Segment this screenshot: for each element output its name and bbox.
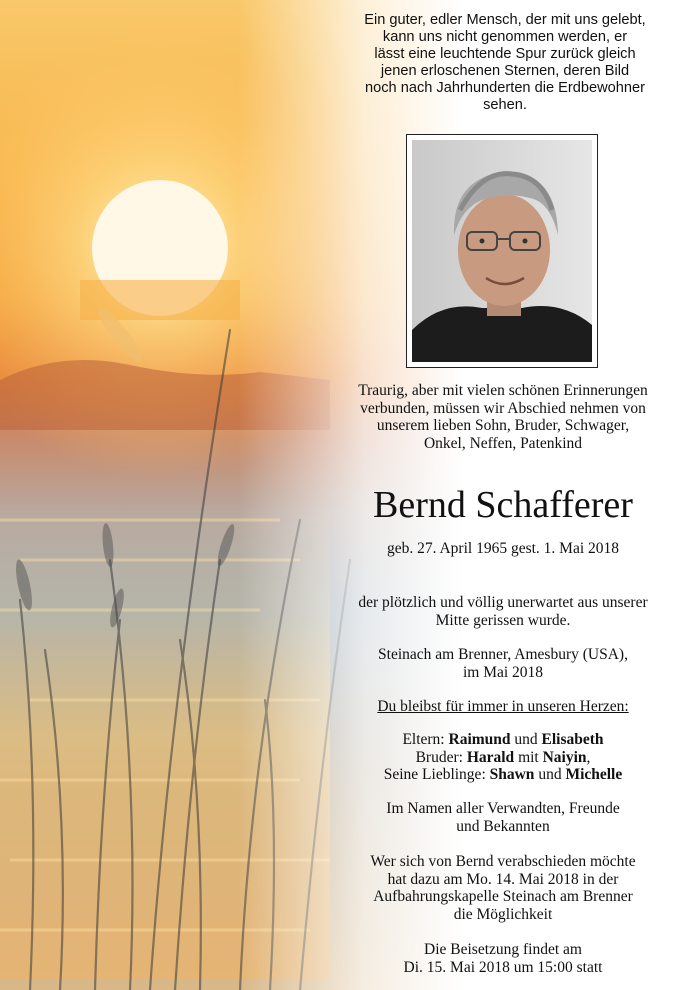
quote-line: lässt eine leuchtende Spur zurück gleich: [374, 46, 636, 62]
family-brother: Bruder: Harald mit Naiyin,: [415, 748, 591, 766]
farewell-line: die Möglichkeit: [453, 905, 553, 923]
family-list: [318, 731, 688, 784]
memorial-quote: [318, 12, 692, 114]
favorites-label: Seine Lieblinge:: [383, 766, 486, 783]
farewell-note: [318, 853, 688, 923]
intro-text: [318, 382, 688, 452]
farewell-line: hat dazu am Mo. 14. Mai 2018 in der: [387, 870, 619, 888]
intro-line: Traurig, aber mit vielen schönen Erinnerungen: [358, 382, 648, 399]
place-line: Steinach am Brenner, Amesbury (USA),: [378, 646, 628, 663]
quote-line: noch nach Jahrhunderten die Erdbewohner: [365, 80, 645, 96]
favorite-name: Michelle: [565, 766, 623, 783]
deceased-name: Bernd Schafferer: [373, 484, 633, 526]
intro-line: unserem lieben Sohn, Bruder, Schwager,: [376, 417, 630, 434]
quote-line: kann uns nicht genommen werden, er: [382, 29, 628, 45]
parents-label: Eltern:: [402, 731, 445, 748]
place-date: [318, 646, 688, 681]
conjunction: mit: [518, 748, 539, 766]
family-favorites: [318, 766, 688, 784]
quote-line: jenen erloschenen Sternen, deren Bild: [380, 63, 630, 79]
death-note-line: der plötzlich und völlig unerwartet aus unserer: [358, 594, 648, 611]
favorite-name: Shawn: [489, 766, 535, 783]
family-parents: [318, 731, 688, 749]
conjunction: und: [514, 731, 538, 748]
death-note: [318, 594, 688, 629]
burial-line: Di. 15. Mai 2018 um 15:00 statt: [403, 958, 603, 976]
life-dates-text: geb. 27. April 1965 gest. 1. Mai 2018: [386, 540, 620, 557]
intro-line: verbunden, müssen wir Abschied nehmen von: [360, 399, 646, 417]
burial-note: [318, 941, 688, 976]
relatives-line: Im Namen aller Verwandten, Freunde: [386, 800, 620, 817]
brother-label: Bruder:: [415, 748, 463, 766]
life-dates: [318, 540, 688, 558]
brother-name: Harald: [466, 748, 515, 766]
parent-name: Raimund: [448, 731, 511, 748]
portrait-photo: [406, 134, 598, 368]
farewell-line: Aufbahrungskapelle Steinach am Brenner: [373, 888, 633, 905]
burial-line: Die Beisetzung findet am: [424, 941, 582, 958]
parent-name: Elisabeth: [541, 731, 604, 748]
conjunction: und: [538, 766, 562, 783]
place-line: im Mai 2018: [462, 663, 544, 681]
brother-partner-name: Naiyin: [542, 748, 587, 766]
heart-line-text: Du bleibst für immer in unseren Herzen:: [377, 698, 629, 715]
portrait-image: [412, 140, 592, 362]
death-note-line: Mitte gerissen wurde.: [435, 611, 571, 629]
farewell-line: Wer sich von Bernd verabschieden möchte: [370, 853, 636, 870]
intro-line: Onkel, Neffen, Patenkind: [423, 434, 583, 452]
heart-line: [318, 698, 688, 716]
relatives-note: [318, 800, 688, 835]
quote-line: sehen.: [483, 97, 527, 113]
relatives-line: und Bekannten: [456, 817, 550, 835]
quote-line: Ein guter, edler Mensch, der mit uns gelebt,: [364, 12, 646, 28]
